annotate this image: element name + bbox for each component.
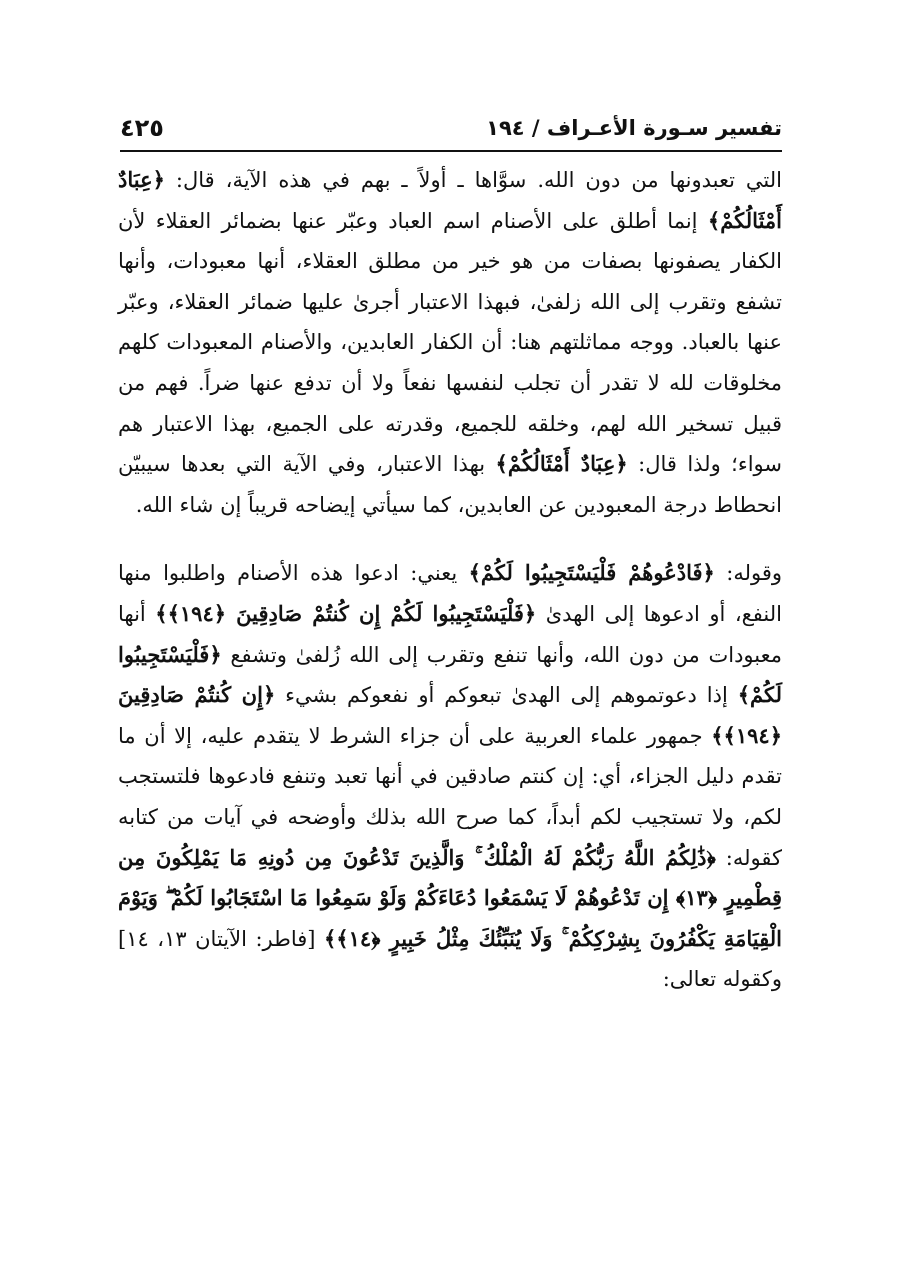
paragraph-gap (118, 525, 782, 553)
quran-bracket-close: ﴾ (155, 600, 168, 626)
body-text (118, 160, 782, 1000)
quran-quote-5: فَلْيَسْتَجِيبُوا لَكُمْ (118, 641, 783, 708)
paragraph-2-text-6: [فاطر: الآيتان ١٣، ١٤] وكقوله تعالى: (118, 926, 782, 992)
quran-bracket-open: ﴿ (615, 451, 628, 477)
paragraph-1-text-1: التي تعبدونها من دون الله. سوَّاها ـ أولاً ـ بهم في هذه الآية، قال: (164, 168, 782, 192)
quran-quote-6: إِن كُنتُمْ صَادِقِينَ ﴿١٩٤﴾ (118, 682, 782, 748)
quran-bracket-close: ﴾ (495, 451, 508, 477)
quran-quote-1: عِبَادٌ أَمْثَالُكُمْ (118, 167, 782, 233)
paragraph-1 (118, 160, 782, 525)
paragraph-2 (118, 553, 782, 1000)
quran-bracket-open: ﴿ (209, 641, 222, 667)
quran-quote-3: فَادْعُوهُمْ فَلْيَسْتَجِيبُوا لَكُمْ (480, 560, 703, 586)
header-rule (120, 150, 782, 152)
running-title: تفسير سـورة الأعـراف / ١٩٤ (486, 116, 782, 140)
quran-quote-2: عِبَادٌ أَمْثَالُكُمْ (507, 451, 616, 477)
page-header (120, 108, 782, 148)
quran-bracket-open: ﴿ (262, 682, 276, 708)
paragraph-2-text-2: يعني: ادعوا هذه الأصنام واطلبوا منها النفع، أو ادعوها إلى الهدىٰ (118, 561, 782, 626)
quran-bracket-open: ﴿ (706, 844, 716, 870)
quran-bracket-close: ﴾ (468, 560, 481, 586)
page-number: ٤٢٥ (120, 114, 164, 142)
quran-bracket-open: ﴿ (702, 560, 715, 586)
quran-bracket-close: ﴾ (737, 682, 751, 708)
quran-bracket-open: ﴿ (152, 167, 165, 192)
quran-bracket-close: ﴾ (707, 207, 721, 233)
quran-bracket-close: ﴾ (711, 722, 724, 748)
paragraph-1-text-2: إنما أطلق على الأصنام اسم العباد وعبّر عنها بضمائر العقلاء لأن الكفار يصفونها بصفات من هو خير من مطلق العقلاء، أنها معبودات، وأنها تشفع وتقرب إلى الله زلفىٰ، فبهذا الاعتبار أجرىٰ عليها ضمائر العقلاء، وعبّر عنها بالعباد. ووجه مماثلتهم هنا: أن الكفار العابدين، والأصنام المعبودات كلهم مخلوقات لله لا تقدر أن تجلب لنفسها نفعاً ولا أن تدفع عنها ضراً. فهم من قبيل تسخير الله لهم، وخلقه للجميع، وقدرته على الجميع، بهذا الاعتبار هم سواء؛ ولذا قال: (118, 208, 782, 477)
quran-bracket-close: ﴾ (323, 925, 337, 951)
quran-quote-7: ذَٰلِكُمُ اللَّهُ رَبُّكُمْ لَهُ الْمُلْكُ ۚ وَالَّذِينَ تَدْعُونَ مِن دُونِهِ مَا يَمْلِكُونَ مِن قِطْمِيرٍ ﴿١٣﴾ إِن تَدْعُوهُمْ لَا يَسْمَعُوا دُعَاءَكُمْ وَلَوْ سَمِعُوا مَا اسْتَجَابُوا لَكُمْ ۖ وَيَوْمَ الْقِيَامَةِ يَكْفُرُونَ بِشِرْكِكُمْ ۚ وَلَا يُنَبِّئُكَ مِثْلُ خَبِيرٍ ﴿١٤﴾ (118, 844, 782, 951)
paragraph-2-text-3: أنها معبودات من دون الله، وأنها تنفع وتقرب إلى الله زُلفىٰ وتشفع (118, 601, 782, 667)
paragraph-1-text-3: بهذا الاعتبار، وفي الآية التي بعدها سيبيّن انحطاط درجة المعبودين عن العابدين، كما سيأتي إيضاحه قريباً إن شاء الله. (118, 452, 782, 517)
quran-bracket-open: ﴿ (523, 600, 537, 626)
paragraph-2-text-4: إذا دعوتموهم إلى الهدىٰ تبعوكم أو نفعوكم بشيء (275, 683, 738, 708)
paragraph-2-text-1: وقوله: (714, 561, 783, 586)
paragraph-2-text-5: جمهور علماء العربية على أن جزاء الشرط لا يتقدم عليه، إلا أن ما تقدم دليل الجزاء، أي: إن كنتم صادقين في أنها تعبد وتنفع فادعوها فلتستجب لكم، ولا تستجيب لكم أبداً، كما صرح الله بذلك وأوضحه في آيات من كتابه كقوله: (118, 723, 782, 870)
quran-quote-4: فَلْيَسْتَجِيبُوا لَكُمْ إِن كُنتُمْ صَادِقِينَ ﴿١٩٤﴾ (167, 600, 524, 626)
